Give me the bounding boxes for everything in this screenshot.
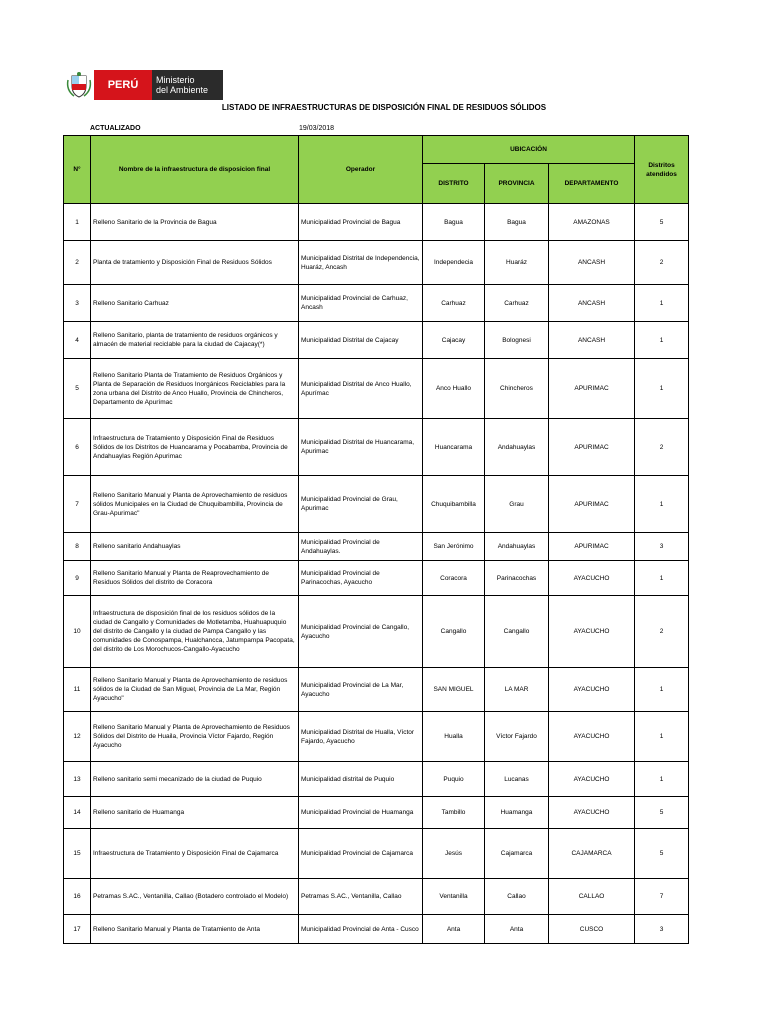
updated-date: 19/03/2018 xyxy=(299,125,335,132)
table-row xyxy=(64,476,689,533)
cell-served: 2 xyxy=(635,596,689,668)
table-row xyxy=(64,285,689,322)
header-name: Nombre de la infraestructura de disposicion final xyxy=(91,136,299,204)
table-row xyxy=(64,322,689,359)
cell-province: Andahuaylas xyxy=(485,419,549,476)
cell-district: Chuquibambilla xyxy=(423,476,485,533)
cell-province: Andahuaylas xyxy=(485,533,549,561)
cell-no: 2 xyxy=(64,241,91,285)
cell-no: 13 xyxy=(64,762,91,797)
cell-name: Relleno sanitario semi mecanizado de la ciudad de Puquio xyxy=(91,762,299,797)
cell-name: Relleno Sanitario Manual y Planta de Tratamiento de Anta xyxy=(91,915,299,944)
cell-served: 1 xyxy=(635,285,689,322)
cell-district: Jesús xyxy=(423,829,485,879)
cell-province: Grau xyxy=(485,476,549,533)
cell-no: 12 xyxy=(64,712,91,762)
cell-operator: Petramas S.AC., Ventanilla, Callao xyxy=(299,879,423,915)
cell-district: Hualla xyxy=(423,712,485,762)
cell-served: 1 xyxy=(635,476,689,533)
table-row xyxy=(64,419,689,476)
document-title: LISTADO DE INFRAESTRUCTURAS DE DISPOSICIÓN FINAL DE RESIDUOS SÓLIDOS xyxy=(221,103,547,112)
table-row xyxy=(64,712,689,762)
cell-province: Callao xyxy=(485,879,549,915)
cell-department: CALLAO xyxy=(549,879,635,915)
cell-served: 2 xyxy=(635,241,689,285)
cell-district: Tambillo xyxy=(423,797,485,829)
cell-served: 5 xyxy=(635,204,689,241)
cell-no: 1 xyxy=(64,204,91,241)
cell-district: Independecia xyxy=(423,241,485,285)
cell-department: APURIMAC xyxy=(549,476,635,533)
cell-district: San Jerónimo xyxy=(423,533,485,561)
cell-no: 15 xyxy=(64,829,91,879)
cell-served: 1 xyxy=(635,712,689,762)
cell-district: SAN MIGUEL xyxy=(423,668,485,712)
cell-province: Huamanga xyxy=(485,797,549,829)
cell-operator: Municipalidad Provincial de Bagua xyxy=(299,204,423,241)
cell-served: 1 xyxy=(635,561,689,596)
cell-district: Cangallo xyxy=(423,596,485,668)
cell-department: AMAZONAS xyxy=(549,204,635,241)
table-row xyxy=(64,797,689,829)
cell-operator: Municipalidad Provincial de Carhuaz, Ancash xyxy=(299,285,423,322)
table-row xyxy=(64,915,689,944)
cell-province: Parinacochas xyxy=(485,561,549,596)
header-district: DISTRITO xyxy=(423,164,485,204)
cell-department: AYACUCHO xyxy=(549,762,635,797)
cell-no: 17 xyxy=(64,915,91,944)
cell-department: APURIMAC xyxy=(549,359,635,419)
cell-operator: Municipalidad Provincial de Anta - Cusco xyxy=(299,915,423,944)
table-row xyxy=(64,829,689,879)
cell-no: 7 xyxy=(64,476,91,533)
header-districts-served: Distritos atendidos xyxy=(635,136,689,204)
cell-name: Infraestructura de disposición final de los residuos sólidos de la ciudad de Cangallo y Comunidades de Motletamba, Huahuapuquio del distrito de Cangallo y la ciudad de Pampa Cangallo y las comunidades de Conospampa, Hualchancca, Jatumpampa Pacopata, del distrito de Los Morochucos-Cangallo-Ayacucho xyxy=(91,596,299,668)
cell-name: Relleno sanitario Andahuaylas xyxy=(91,533,299,561)
cell-no: 3 xyxy=(64,285,91,322)
cell-province: Cangallo xyxy=(485,596,549,668)
cell-no: 14 xyxy=(64,797,91,829)
header-no: N° xyxy=(64,136,91,204)
cell-province: Carhuaz xyxy=(485,285,549,322)
cell-name: Petramas S.AC., Ventanilla, Callao (Botadero controlado el Modelo) xyxy=(91,879,299,915)
cell-served: 1 xyxy=(635,668,689,712)
ministry-line-2: del Ambiente xyxy=(156,85,209,95)
ministry-logo xyxy=(64,70,223,100)
cell-no: 9 xyxy=(64,561,91,596)
cell-served: 1 xyxy=(635,322,689,359)
cell-name: Relleno Sanitario Manual y Planta de Aprovechamiento de residuos sólidos Municipales en la Ciudad de Chuquibambilla, Provincia de Grau-Apurimac" xyxy=(91,476,299,533)
cell-name: Relleno Sanitario de la Provincia de Bagua xyxy=(91,204,299,241)
cell-district: Anco Huallo xyxy=(423,359,485,419)
table-row xyxy=(64,762,689,797)
cell-department: AYACUCHO xyxy=(549,712,635,762)
cell-name: Relleno sanitario de Huamanga xyxy=(91,797,299,829)
cell-name: Relleno Sanitario Carhuaz xyxy=(91,285,299,322)
cell-operator: Municipalidad Distrital de Independencia, Huaráz, Ancash xyxy=(299,241,423,285)
cell-operator: Municipalidad Provincial de La Mar, Ayacucho xyxy=(299,668,423,712)
cell-department: CUSCO xyxy=(549,915,635,944)
cell-operator: Municipalidad Provincial de Grau, Apurimac xyxy=(299,476,423,533)
cell-department: ANCASH xyxy=(549,285,635,322)
cell-district: Ventanilla xyxy=(423,879,485,915)
cell-department: ANCASH xyxy=(549,322,635,359)
cell-served: 5 xyxy=(635,829,689,879)
cell-operator: Municipalidad Provincial de Parinacochas, Ayacucho xyxy=(299,561,423,596)
cell-no: 8 xyxy=(64,533,91,561)
cell-district: Cajacay xyxy=(423,322,485,359)
cell-name: Relleno Sanitario Manual y Planta de Aprovechamiento de Residuos Sólidos del Distrito de Huaila, Provincia Víctor Fajardo, Región Ayacucho xyxy=(91,712,299,762)
ministry-line-1: Ministerio xyxy=(156,75,195,85)
cell-operator: Municipalidad Provincial de Andahuaylas. xyxy=(299,533,423,561)
cell-served: 2 xyxy=(635,419,689,476)
cell-no: 10 xyxy=(64,596,91,668)
table-row xyxy=(64,204,689,241)
header-province: PROVINCIA xyxy=(485,164,549,204)
cell-no: 6 xyxy=(64,419,91,476)
cell-department: AYACUCHO xyxy=(549,596,635,668)
cell-operator: Municipalidad Distrital de Huancarama, Apurimac xyxy=(299,419,423,476)
cell-province: Huaráz xyxy=(485,241,549,285)
cell-name: Relleno Sanitario, planta de tratamiento de residuos orgánicos y almacén de material reciclable para la ciudad de Cajacay(*) xyxy=(91,322,299,359)
country-label: PERÚ xyxy=(94,70,152,100)
cell-province: Bolognesi xyxy=(485,322,549,359)
cell-province: Lucanas xyxy=(485,762,549,797)
header-department: DEPARTAMENTO xyxy=(549,164,635,204)
cell-department: AYACUCHO xyxy=(549,797,635,829)
cell-department: ANCASH xyxy=(549,241,635,285)
cell-province: LA MAR xyxy=(485,668,549,712)
cell-department: APURIMAC xyxy=(549,419,635,476)
cell-department: CAJAMARCA xyxy=(549,829,635,879)
table-row xyxy=(64,359,689,419)
cell-name: Relleno Sanitario Planta de Tratamiento de Residuos Orgánicos y Planta de Separación de Residuos Inorgánicos Reciclables para la zona urbana del Distrito de Anco Huallo, Provincia de Chincheros, Departamento de Apurímac xyxy=(91,359,299,419)
cell-operator: Municipalidad Provincial de Huamanga xyxy=(299,797,423,829)
cell-district: Puquio xyxy=(423,762,485,797)
cell-operator: Municipalidad Distrital de Anco Huallo, Apurímac xyxy=(299,359,423,419)
cell-department: AYACUCHO xyxy=(549,561,635,596)
header-operator: Operador xyxy=(299,136,423,204)
cell-operator: Municipalidad Provincial de Cajamarca xyxy=(299,829,423,879)
cell-district: Coracora xyxy=(423,561,485,596)
cell-operator: Municipalidad Distrital de Cajacay xyxy=(299,322,423,359)
cell-department: AYACUCHO xyxy=(549,668,635,712)
cell-no: 5 xyxy=(64,359,91,419)
cell-no: 11 xyxy=(64,668,91,712)
cell-no: 16 xyxy=(64,879,91,915)
cell-district: Bagua xyxy=(423,204,485,241)
cell-served: 3 xyxy=(635,533,689,561)
updated-label: ACTUALIZADO xyxy=(90,125,141,132)
cell-operator: Municipalidad Distrital de Hualla, Víctor Fajardo, Ayacucho xyxy=(299,712,423,762)
cell-province: Anta xyxy=(485,915,549,944)
cell-served: 3 xyxy=(635,915,689,944)
cell-served: 1 xyxy=(635,359,689,419)
cell-served: 1 xyxy=(635,762,689,797)
table-row xyxy=(64,879,689,915)
coat-of-arms-icon xyxy=(64,70,94,100)
table-row xyxy=(64,533,689,561)
ministry-name xyxy=(152,70,223,100)
header-location: UBICACIÓN xyxy=(423,136,635,164)
infrastructure-table xyxy=(63,135,689,944)
cell-operator: Municipalidad distrital de Puquio xyxy=(299,762,423,797)
cell-name: Infraestructura de Tratamiento y Disposición Final de Cajamarca xyxy=(91,829,299,879)
cell-operator: Municipalidad Provincial de Cangallo, Ayacucho xyxy=(299,596,423,668)
cell-province: Víctor Fajardo xyxy=(485,712,549,762)
table-row xyxy=(64,668,689,712)
cell-no: 4 xyxy=(64,322,91,359)
cell-province: Cajamarca xyxy=(485,829,549,879)
cell-name: Infraestructura de Tratamiento y Disposición Final de Residuos Sólidos de los Distritos de Huancarama y Pocabamba, Provincia de Andahuaylas Región Apurimac xyxy=(91,419,299,476)
table-body xyxy=(64,204,689,944)
cell-district: Anta xyxy=(423,915,485,944)
cell-province: Bagua xyxy=(485,204,549,241)
cell-served: 5 xyxy=(635,797,689,829)
cell-district: Huancarama xyxy=(423,419,485,476)
cell-served: 7 xyxy=(635,879,689,915)
cell-province: Chincheros xyxy=(485,359,549,419)
cell-name: Relleno Sanitario Manual y Planta de Aprovechamiento de residuos sólidos de la Ciudad de San Miguel, Provincia de La Mar, Región Ayacucho" xyxy=(91,668,299,712)
table-row xyxy=(64,241,689,285)
cell-department: APURIMAC xyxy=(549,533,635,561)
table-row xyxy=(64,561,689,596)
table-row xyxy=(64,596,689,668)
cell-name: Planta de tratamiento y Disposición Final de Residuos Sólidos xyxy=(91,241,299,285)
cell-district: Carhuaz xyxy=(423,285,485,322)
cell-name: Relleno Sanitario Manual y Planta de Reaprovechamiento de Residuos Sólidos del distrito de Coracora xyxy=(91,561,299,596)
